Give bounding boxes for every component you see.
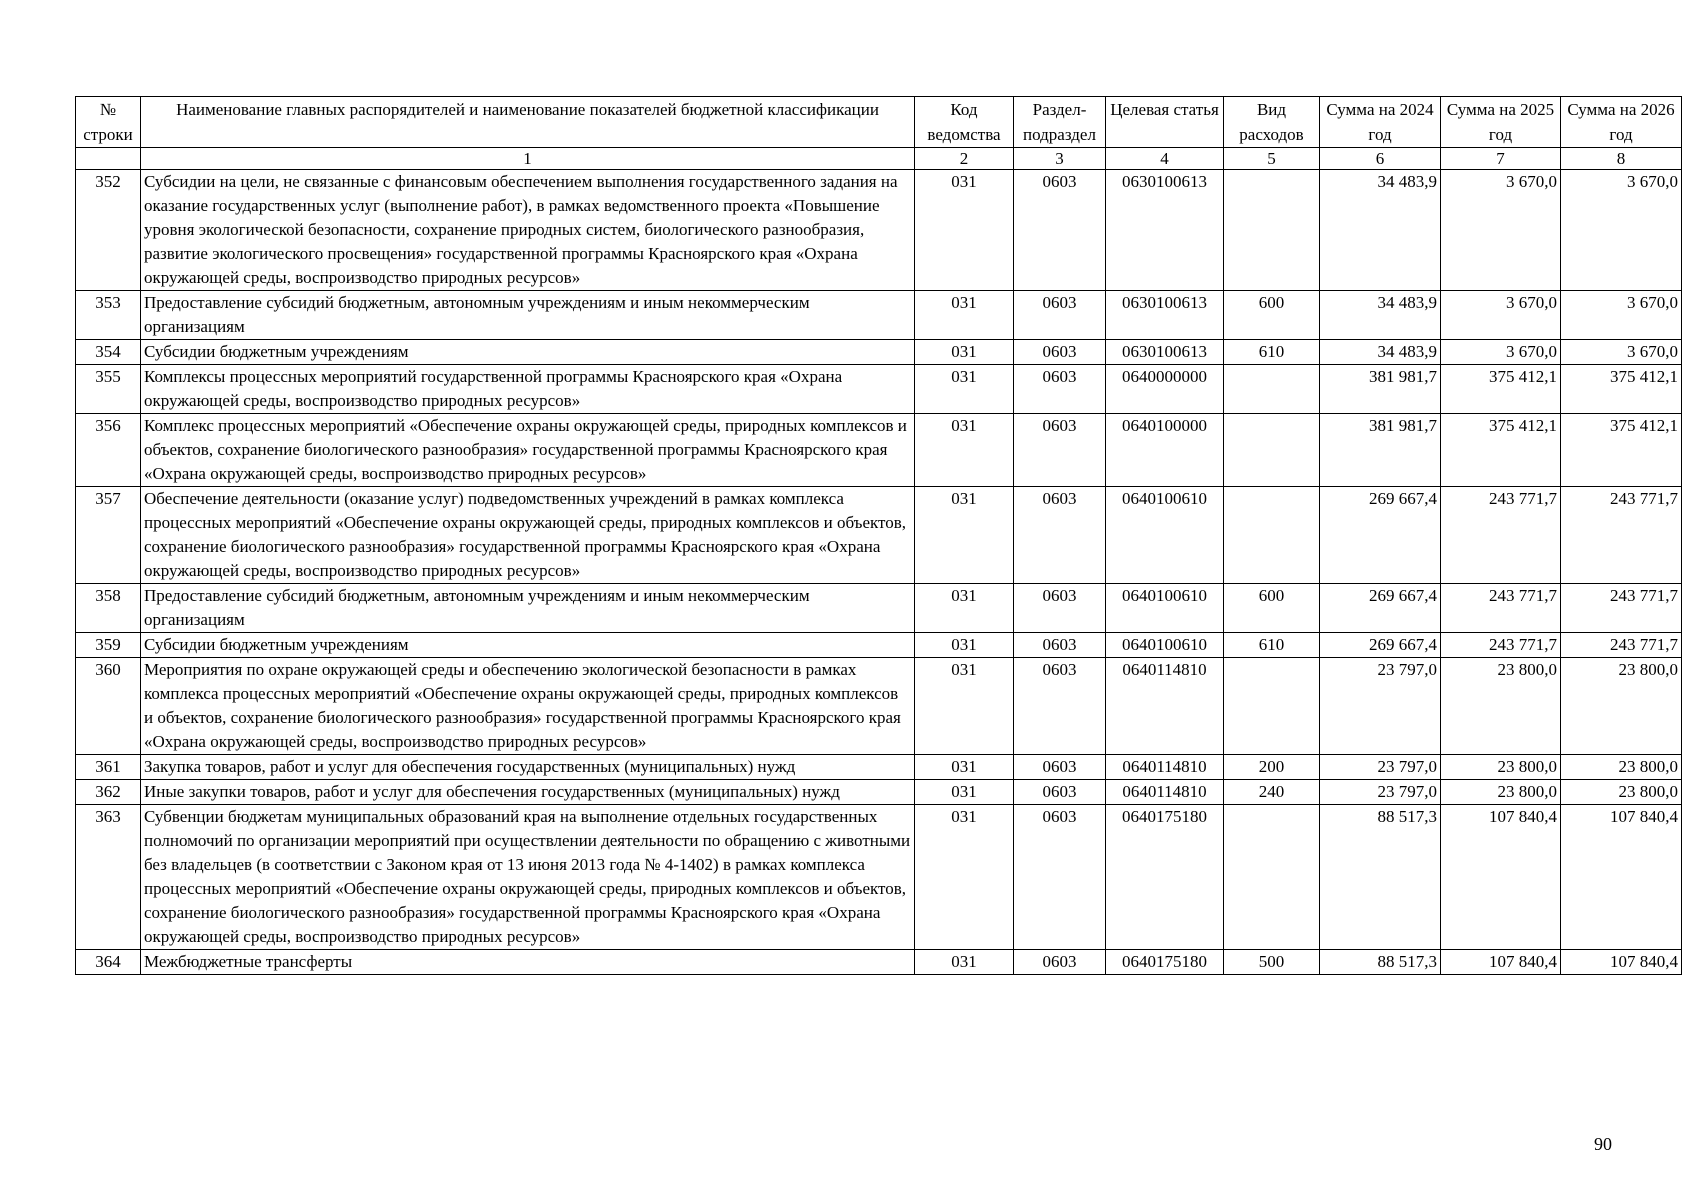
row-sum-2025: 107 840,4 [1441, 805, 1561, 950]
row-target: 0640100000 [1106, 414, 1224, 487]
column-index [76, 148, 141, 170]
row-exp-type [1224, 805, 1320, 950]
table-row [76, 365, 1682, 414]
row-dept-code: 031 [915, 755, 1014, 780]
page-number: 90 [1594, 1134, 1612, 1154]
row-target: 0630100613 [1106, 170, 1224, 291]
row-target: 0640100610 [1106, 487, 1224, 584]
row-number: 355 [76, 365, 141, 414]
row-exp-type: 600 [1224, 291, 1320, 340]
row-dept-code: 031 [915, 584, 1014, 633]
row-section: 0603 [1014, 755, 1106, 780]
row-number: 360 [76, 658, 141, 755]
row-name: Субсидии на цели, не связанные с финансовым обеспечением выполнения государственного задания на оказание государственных услуг (выполнение работ), в рамках ведомственного проекта «Повышение уровня экологической безопасности, сохранение природных систем, биологического разнообразия, развитие экологического просвещения» государственной программы Красноярского края «Охрана окружающей среды, воспроизводство природных ресурсов» [141, 170, 915, 291]
column-index: 3 [1014, 148, 1106, 170]
row-target: 0640175180 [1106, 805, 1224, 950]
row-target: 0640100610 [1106, 584, 1224, 633]
row-sum-2026: 243 771,7 [1561, 584, 1682, 633]
row-dept-code: 031 [915, 487, 1014, 584]
table-row [76, 805, 1682, 950]
row-number: 362 [76, 780, 141, 805]
row-dept-code: 031 [915, 780, 1014, 805]
row-section: 0603 [1014, 658, 1106, 755]
table-row [76, 755, 1682, 780]
row-number: 352 [76, 170, 141, 291]
column-index: 5 [1224, 148, 1320, 170]
row-target: 0630100613 [1106, 340, 1224, 365]
row-section: 0603 [1014, 633, 1106, 658]
header-target: Целевая статья [1106, 97, 1224, 148]
table-row [76, 487, 1682, 584]
row-sum-2025: 243 771,7 [1441, 487, 1561, 584]
row-name: Закупка товаров, работ и услуг для обеспечения государственных (муниципальных) нужд [141, 755, 915, 780]
row-target: 0630100613 [1106, 291, 1224, 340]
column-index: 1 [141, 148, 915, 170]
column-index: 2 [915, 148, 1014, 170]
row-sum-2025: 375 412,1 [1441, 414, 1561, 487]
row-name: Комплекс процессных мероприятий «Обеспечение охраны окружающей среды, природных комплексов и объектов, сохранение биологического разнообразия» государственной программы Красноярского края «Охрана окружающей среды, воспроизводство природных ресурсов» [141, 414, 915, 487]
row-exp-type: 610 [1224, 633, 1320, 658]
row-name: Комплексы процессных мероприятий государственной программы Красноярского края «Охрана окружающей среды, воспроизводство природных ресурсов» [141, 365, 915, 414]
row-sum-2024: 34 483,9 [1320, 340, 1441, 365]
row-exp-type [1224, 414, 1320, 487]
row-sum-2025: 3 670,0 [1441, 170, 1561, 291]
row-sum-2026: 243 771,7 [1561, 487, 1682, 584]
header-sum-2024: Сумма на 2024 год [1320, 97, 1441, 148]
table-row [76, 950, 1682, 975]
column-index: 7 [1441, 148, 1561, 170]
row-exp-type: 610 [1224, 340, 1320, 365]
row-section: 0603 [1014, 365, 1106, 414]
row-sum-2025: 375 412,1 [1441, 365, 1561, 414]
row-target: 0640114810 [1106, 780, 1224, 805]
row-sum-2026: 107 840,4 [1561, 805, 1682, 950]
table-row [76, 658, 1682, 755]
row-name: Субсидии бюджетным учреждениям [141, 340, 915, 365]
row-sum-2026: 3 670,0 [1561, 340, 1682, 365]
row-target: 0640114810 [1106, 755, 1224, 780]
row-number: 361 [76, 755, 141, 780]
row-sum-2024: 23 797,0 [1320, 780, 1441, 805]
row-number: 358 [76, 584, 141, 633]
row-sum-2024: 269 667,4 [1320, 584, 1441, 633]
row-exp-type: 600 [1224, 584, 1320, 633]
row-section: 0603 [1014, 170, 1106, 291]
row-target: 0640100610 [1106, 633, 1224, 658]
row-sum-2026: 23 800,0 [1561, 755, 1682, 780]
table-row [76, 633, 1682, 658]
column-index: 8 [1561, 148, 1682, 170]
row-number: 364 [76, 950, 141, 975]
header-sum-2026: Сумма на 2026 год [1561, 97, 1682, 148]
row-dept-code: 031 [915, 950, 1014, 975]
column-index-row [76, 148, 1682, 170]
row-section: 0603 [1014, 340, 1106, 365]
row-sum-2026: 243 771,7 [1561, 633, 1682, 658]
row-sum-2024: 269 667,4 [1320, 487, 1441, 584]
row-name: Иные закупки товаров, работ и услуг для обеспечения государственных (муниципальных) нужд [141, 780, 915, 805]
row-name: Субсидии бюджетным учреждениям [141, 633, 915, 658]
row-section: 0603 [1014, 805, 1106, 950]
row-dept-code: 031 [915, 170, 1014, 291]
row-sum-2026: 23 800,0 [1561, 658, 1682, 755]
row-sum-2026: 107 840,4 [1561, 950, 1682, 975]
row-section: 0603 [1014, 291, 1106, 340]
row-name: Предоставление субсидий бюджетным, автономным учреждениям и иным некоммерческим организациям [141, 584, 915, 633]
row-sum-2024: 23 797,0 [1320, 658, 1441, 755]
header-section: Раздел-подраздел [1014, 97, 1106, 148]
header-sum-2025: Сумма на 2025 год [1441, 97, 1561, 148]
row-target: 0640114810 [1106, 658, 1224, 755]
row-section: 0603 [1014, 780, 1106, 805]
row-sum-2025: 3 670,0 [1441, 291, 1561, 340]
header-row-no: № строки [76, 97, 141, 148]
header-exp-type: Вид расходов [1224, 97, 1320, 148]
row-sum-2025: 243 771,7 [1441, 584, 1561, 633]
row-number: 363 [76, 805, 141, 950]
row-sum-2024: 34 483,9 [1320, 170, 1441, 291]
row-sum-2024: 23 797,0 [1320, 755, 1441, 780]
row-sum-2026: 375 412,1 [1561, 365, 1682, 414]
column-index: 6 [1320, 148, 1441, 170]
row-sum-2024: 381 981,7 [1320, 414, 1441, 487]
row-exp-type: 200 [1224, 755, 1320, 780]
row-sum-2025: 243 771,7 [1441, 633, 1561, 658]
row-sum-2025: 23 800,0 [1441, 755, 1561, 780]
row-sum-2025: 23 800,0 [1441, 780, 1561, 805]
table-row [76, 584, 1682, 633]
row-sum-2026: 3 670,0 [1561, 170, 1682, 291]
row-sum-2025: 3 670,0 [1441, 340, 1561, 365]
row-target: 0640000000 [1106, 365, 1224, 414]
row-number: 357 [76, 487, 141, 584]
table-row [76, 340, 1682, 365]
row-exp-type [1224, 658, 1320, 755]
row-sum-2024: 381 981,7 [1320, 365, 1441, 414]
budget-table [75, 96, 1682, 975]
row-sum-2024: 269 667,4 [1320, 633, 1441, 658]
row-number: 356 [76, 414, 141, 487]
row-sum-2026: 3 670,0 [1561, 291, 1682, 340]
row-name: Субвенции бюджетам муниципальных образований края на выполнение отдельных государственных полномочий по организации мероприятий при осуществлении деятельности по обращению с животными без владельцев (в соответствии с Законом края от 13 июня 2013 года № 4-1402) в рамках комплекса процессных мероприятий «Обеспечение охраны окружающей среды, природных комплексов и объектов, сохранение биологического разнообразия» государственной программы Красноярского края «Охрана окружающей среды, воспроизводство природных ресурсов» [141, 805, 915, 950]
row-number: 354 [76, 340, 141, 365]
table-row [76, 414, 1682, 487]
row-section: 0603 [1014, 950, 1106, 975]
row-sum-2026: 23 800,0 [1561, 780, 1682, 805]
row-number: 359 [76, 633, 141, 658]
row-name: Мероприятия по охране окружающей среды и обеспечению экологической безопасности в рамках комплекса процессных мероприятий «Обеспечение охраны окружающей среды, природных комплексов и объектов, сохранение биологического разнообразия» государственной программы Красноярского края «Охрана окружающей среды, воспроизводство природных ресурсов» [141, 658, 915, 755]
row-exp-type [1224, 365, 1320, 414]
header-name: Наименование главных распорядителей и наименование показателей бюджетной классификации [141, 97, 915, 148]
row-name: Обеспечение деятельности (оказание услуг) подведомственных учреждений в рамках комплекса процессных мероприятий «Обеспечение охраны окружающей среды, природных комплексов и объектов, сохранение биологического разнообразия» государственной программы Красноярского края «Охрана окружающей среды, воспроизводство природных ресурсов» [141, 487, 915, 584]
row-sum-2025: 23 800,0 [1441, 658, 1561, 755]
column-index: 4 [1106, 148, 1224, 170]
row-dept-code: 031 [915, 291, 1014, 340]
row-sum-2024: 88 517,3 [1320, 805, 1441, 950]
row-dept-code: 031 [915, 340, 1014, 365]
row-dept-code: 031 [915, 805, 1014, 950]
row-exp-type [1224, 170, 1320, 291]
row-name: Межбюджетные трансферты [141, 950, 915, 975]
row-target: 0640175180 [1106, 950, 1224, 975]
row-sum-2024: 88 517,3 [1320, 950, 1441, 975]
row-sum-2025: 107 840,4 [1441, 950, 1561, 975]
row-exp-type: 240 [1224, 780, 1320, 805]
row-dept-code: 031 [915, 414, 1014, 487]
table-body [76, 170, 1682, 975]
header-dept-code: Код ведомства [915, 97, 1014, 148]
header-row [76, 97, 1682, 148]
row-dept-code: 031 [915, 658, 1014, 755]
row-section: 0603 [1014, 414, 1106, 487]
row-section: 0603 [1014, 487, 1106, 584]
row-section: 0603 [1014, 584, 1106, 633]
row-exp-type: 500 [1224, 950, 1320, 975]
table-row [76, 291, 1682, 340]
row-dept-code: 031 [915, 365, 1014, 414]
row-sum-2026: 375 412,1 [1561, 414, 1682, 487]
row-dept-code: 031 [915, 633, 1014, 658]
row-name: Предоставление субсидий бюджетным, автономным учреждениям и иным некоммерческим организациям [141, 291, 915, 340]
row-sum-2024: 34 483,9 [1320, 291, 1441, 340]
row-exp-type [1224, 487, 1320, 584]
table-row [76, 780, 1682, 805]
table-row [76, 170, 1682, 291]
row-number: 353 [76, 291, 141, 340]
